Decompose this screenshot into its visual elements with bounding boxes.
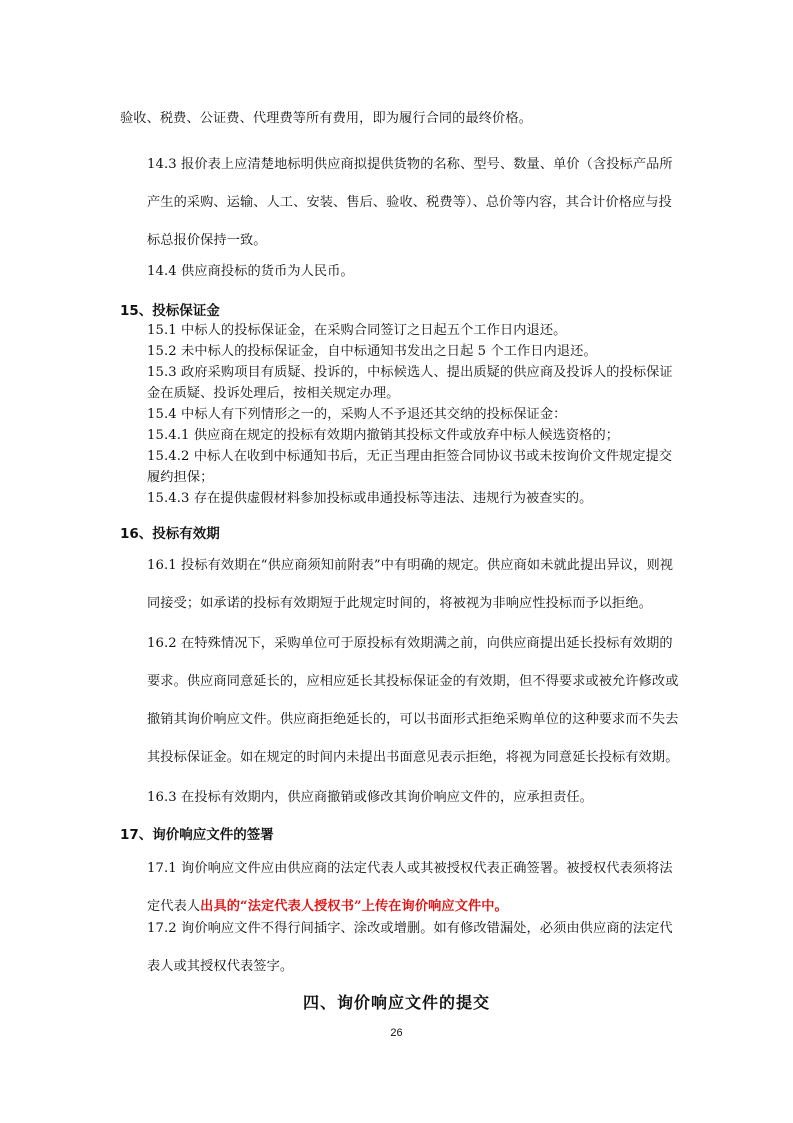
- section-heading-15: 15、投标保证金: [120, 303, 220, 319]
- paragraph-15-1: 15.1 中标人的投标保证金，在采购合同签订之日起五个工作日内退还。: [147, 323, 567, 338]
- paragraph-15-4-1: 15.4.1 供应商在规定的投标有效期内撤销其投标文件或放弃中标人候选资格的；: [147, 428, 620, 443]
- page-number: 26: [390, 1027, 403, 1039]
- chapter-title: 四、询价响应文件的提交: [302, 993, 490, 1012]
- paragraph-14-4: 14.4 供应商投标的货币为人民币。: [147, 264, 354, 279]
- paragraph-15-3: 15.3 政府采购项目有质疑、投诉的，中标候选人、提出质疑的供应商及投诉人的投标保证金在质疑、投诉处理后，按相关规定办理。: [147, 365, 673, 401]
- paragraph-15-2: 15.2 未中标人的投标保证金，自中标通知书发出之日起 5 个工作日内退还。: [147, 344, 597, 359]
- paragraph-17-2: 17.2 询价响应文件不得行间插字、涂改或增删。如有修改错漏处，必须由供应商的法定代表人或其授权代表签字。: [147, 921, 673, 974]
- section-heading-17: 17、询价响应文件的签署: [120, 827, 274, 843]
- paragraph-15-4: 15.4 中标人有下列情形之一的，采购人不予退还其交纳的投标保证金：: [147, 407, 567, 422]
- paragraph-15-4-2: 15.4.2 中标人在收到中标通知书后，无正当理由拒签合同协议书或未按询价文件规定提交履约担保；: [147, 449, 673, 485]
- section-heading-16: 16、投标有效期: [120, 526, 220, 542]
- paragraph-16-2: 16.2 在特殊情况下，采购单位可于原投标有效期满之前，向供应商提出延长投标有效期的要求。供应商同意延长的，应相应延长其投标保证金的有效期，但不得要求或被允许修改或撤销其询价响应文件。供应商拒绝延长的，可以书面形式拒绝采购单位的这种要求而不失去其投标保证金。如在规定的时间内未提出书面意见表示拒绝，将视为同意延长投标有效期。: [147, 636, 679, 765]
- paragraph-text: 验收、税费、公证费、代理费等所有费用，即为履行合同的最终价格。: [120, 111, 532, 126]
- paragraph-14-3: 14.3 报价表上应清楚地标明供应商拟提供货物的名称、型号、数量、单价（含投标产品所产生的采购、运输、人工、安装、售后、验收、税费等）、总价等内容，其合计价格应与投标总报价保持一致。: [147, 157, 673, 248]
- paragraph-15-4-3: 15.4.3 存在提供虚假材料参加投标或串通投标等违法、违规行为被查实的。: [147, 491, 593, 506]
- highlighted-requirement: 出具的“法定代表人授权书”上传在询价响应文件中。: [200, 899, 508, 914]
- paragraph-16-3: 16.3 在投标有效期内，供应商撤销或修改其询价响应文件的，应承担责任。: [147, 790, 593, 805]
- paragraph-17-1-text: 17.1 询价响应文件应由供应商的法定代表人或其被授权代表正确签署。被授权代表须将法定代表人: [147, 861, 673, 914]
- paragraph-16-1: 16.1 投标有效期在“供应商须知前附表”中有明确的规定。供应商如未就此提出异议，则视同接受；如承诺的投标有效期短于此规定时间的，将被视为非响应性投标而予以拒绝。: [147, 558, 674, 611]
